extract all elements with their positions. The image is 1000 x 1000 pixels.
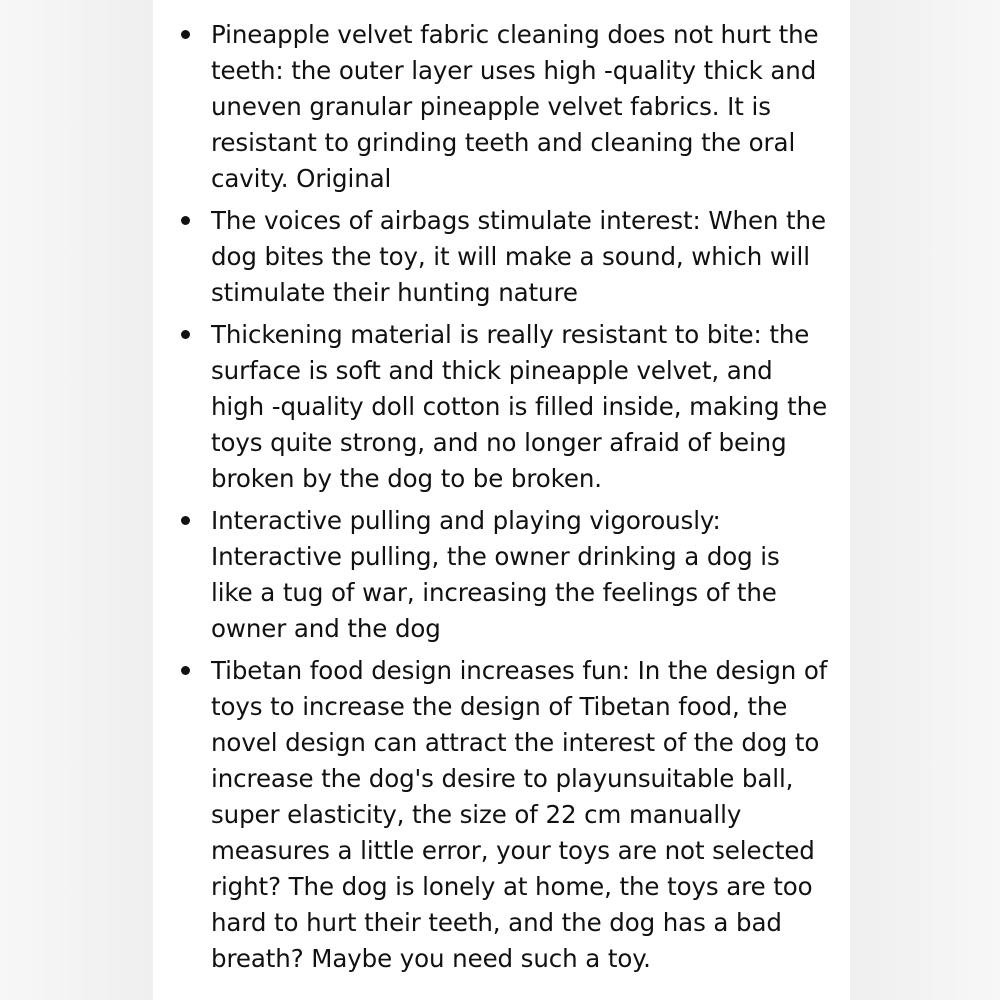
feature-list [153,17,850,977]
feature-item [153,653,850,977]
feature-text: Pineapple velvet fabric cleaning does not hurt the teeth: the outer layer uses high -quality thick and uneven granular pineapple velvet fabrics. It is resistant to grinding teeth and cleaning the oral cavity. Original [211,20,819,193]
bullet-icon [181,216,190,225]
bullet-icon [181,30,190,39]
feature-text: The voices of airbags stimulate interest: When the dog bites the toy, it will make a sound, which will stimulate their hunting nature [211,206,826,307]
right-margin [850,0,1000,1000]
feature-item [153,317,850,497]
description-panel [153,0,850,1000]
feature-item [153,503,850,647]
bullet-icon [181,516,190,525]
left-margin [0,0,153,1000]
feature-item [153,203,850,311]
bullet-icon [181,330,190,339]
feature-text: Interactive pulling and playing vigorously: Interactive pulling, the owner drinking a dog is like a tug of war, increasing the feelings of the owner and the dog [211,506,780,643]
bullet-icon [181,666,190,675]
feature-text: Tibetan food design increases fun: In the design of toys to increase the design of Tibetan food, the novel design can attract the interest of the dog to increase the dog's desire to playunsuitable ball, super elasticity, the size of 22 cm manually measures a little error, your toys are not selected right? The dog is lonely at home, the toys are too hard to hurt their teeth, and the dog has a bad breath? Maybe you need such a toy. [211,656,828,973]
feature-text: Thickening material is really resistant to bite: the surface is soft and thick pineapple velvet, and high -quality doll cotton is filled inside, making the toys quite strong, and no longer afraid of being broken by the dog to be broken. [211,320,828,493]
feature-item [153,17,850,197]
